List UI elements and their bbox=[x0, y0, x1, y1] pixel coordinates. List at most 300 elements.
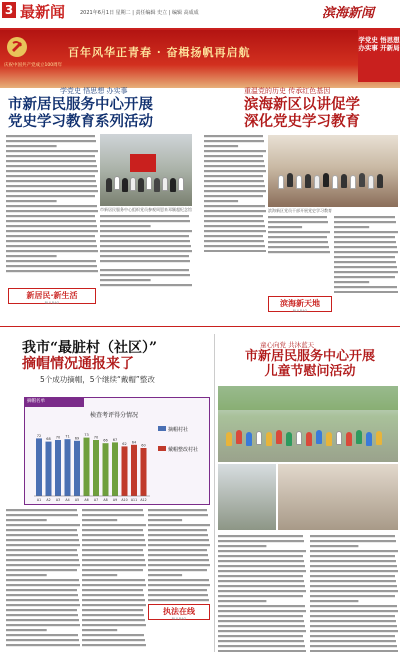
text-line bbox=[218, 620, 304, 622]
text-line bbox=[82, 509, 143, 511]
text-line bbox=[310, 650, 398, 652]
text-line bbox=[310, 545, 358, 547]
text-line bbox=[148, 564, 210, 566]
text-line bbox=[100, 274, 190, 276]
right-column-footer-title: 滨海新天地 bbox=[280, 299, 320, 308]
text-line bbox=[100, 220, 190, 222]
text-line bbox=[6, 599, 79, 601]
text-line bbox=[82, 579, 145, 581]
text-line bbox=[6, 624, 80, 626]
bar-A3 bbox=[55, 440, 61, 496]
text-line bbox=[204, 165, 265, 167]
text-line bbox=[268, 226, 302, 228]
text-line bbox=[6, 529, 77, 531]
bottom-left-article-subtitle: 5个成功摘帽，5个继续“戴帽”整改 bbox=[40, 375, 155, 384]
text-line bbox=[6, 569, 77, 571]
text-line bbox=[310, 645, 397, 647]
text-line bbox=[6, 150, 98, 152]
text-line bbox=[6, 205, 97, 207]
bottom-left-body-col1 bbox=[6, 508, 80, 648]
text-line bbox=[6, 165, 97, 167]
text-line bbox=[6, 235, 95, 237]
text-line bbox=[6, 190, 98, 192]
text-line bbox=[310, 620, 396, 622]
text-line bbox=[268, 216, 327, 218]
text-line bbox=[334, 226, 369, 228]
bar-value-label: 69 bbox=[74, 436, 80, 441]
bar-A8 bbox=[103, 443, 109, 496]
text-line bbox=[334, 231, 398, 233]
text-line bbox=[218, 610, 306, 612]
text-line bbox=[82, 594, 144, 596]
bar-value-label: 68 bbox=[46, 437, 51, 442]
bar-A5 bbox=[74, 441, 80, 496]
text-line bbox=[204, 155, 263, 157]
text-line bbox=[310, 640, 396, 642]
text-line bbox=[310, 550, 398, 552]
activity-photo-right bbox=[278, 464, 398, 530]
text-line bbox=[6, 175, 95, 177]
left-article-title-line2: 党史学习教育系列活动 bbox=[8, 113, 153, 130]
text-line bbox=[6, 155, 95, 157]
text-line bbox=[204, 170, 266, 172]
right-article-photo-caption: 滨海新区党员干部开展党史学习教育 bbox=[268, 208, 332, 213]
text-line bbox=[6, 220, 96, 222]
text-line bbox=[148, 554, 208, 556]
text-column-lines bbox=[268, 215, 330, 255]
text-line bbox=[204, 135, 263, 137]
text-line bbox=[6, 195, 95, 197]
text-line bbox=[100, 279, 151, 281]
bar-A4 bbox=[65, 439, 71, 496]
text-line bbox=[310, 540, 396, 542]
text-line bbox=[82, 599, 145, 601]
text-line bbox=[100, 269, 189, 271]
bottom-left-body-col2 bbox=[82, 508, 146, 648]
bar-category-label: A4 bbox=[65, 498, 70, 502]
text-line bbox=[6, 255, 57, 257]
text-line bbox=[148, 594, 208, 596]
text-line bbox=[310, 600, 358, 602]
text-line bbox=[6, 514, 78, 516]
text-line bbox=[100, 255, 189, 257]
right-article-kicker: 重温党的历史 传承红色基因 bbox=[244, 87, 331, 95]
left-column-footer-sub: RUI BAO bbox=[44, 301, 60, 305]
left-column-footer-title: 新居民·新生活 bbox=[26, 291, 78, 300]
bottom-left-title-line1: 我市“最脏村（社区）” bbox=[22, 340, 158, 356]
text-line bbox=[6, 579, 79, 581]
text-line bbox=[218, 540, 304, 542]
text-line bbox=[334, 241, 396, 243]
text-line bbox=[6, 519, 47, 521]
text-line bbox=[310, 595, 395, 597]
text-line bbox=[6, 524, 80, 526]
text-line bbox=[334, 221, 396, 223]
text-line bbox=[82, 539, 145, 541]
bar-category-label: A9 bbox=[112, 498, 118, 502]
text-line bbox=[82, 644, 146, 646]
bar-category-label: A8 bbox=[103, 498, 108, 502]
anniversary-banner bbox=[0, 30, 400, 88]
text-line bbox=[148, 579, 209, 581]
text-line bbox=[204, 145, 238, 147]
text-column-lines bbox=[148, 508, 210, 602]
party-emblem-icon bbox=[6, 36, 28, 58]
text-line bbox=[268, 246, 329, 248]
text-line bbox=[310, 590, 398, 592]
text-line bbox=[82, 609, 143, 611]
text-line bbox=[310, 565, 397, 567]
text-line bbox=[82, 519, 117, 521]
text-line bbox=[218, 595, 303, 597]
text-line bbox=[334, 286, 397, 288]
activity-photo-left bbox=[218, 464, 276, 530]
text-line bbox=[6, 170, 98, 172]
text-line bbox=[82, 629, 117, 631]
bar-chart bbox=[26, 418, 208, 504]
text-line bbox=[6, 584, 80, 586]
text-line bbox=[310, 615, 395, 617]
bar-value-label: 71 bbox=[65, 434, 70, 439]
text-line bbox=[6, 604, 80, 606]
text-line bbox=[334, 251, 398, 253]
text-line bbox=[148, 509, 207, 511]
right-article-title-line1: 滨海新区以讲促学 bbox=[244, 96, 360, 113]
text-line bbox=[6, 225, 97, 227]
bottom-right-kicker: 童心向党 共沐蓝天 bbox=[260, 341, 315, 349]
text-line bbox=[6, 140, 96, 142]
text-column-lines bbox=[218, 534, 306, 652]
right-article-title bbox=[207, 96, 397, 130]
text-line bbox=[6, 135, 95, 137]
side-theme-tag: 学党史 悟思想 办实事 开新局 bbox=[358, 30, 400, 82]
text-column-lines bbox=[82, 508, 146, 648]
text-line bbox=[204, 175, 263, 177]
bar-value-label: 60 bbox=[141, 443, 146, 448]
text-line bbox=[204, 205, 265, 207]
right-article-body-col3 bbox=[334, 215, 398, 255]
bar-A9 bbox=[112, 442, 118, 496]
text-line bbox=[82, 614, 144, 616]
text-line bbox=[218, 605, 305, 607]
text-line bbox=[218, 640, 304, 642]
text-line bbox=[6, 539, 79, 541]
text-line bbox=[148, 539, 209, 541]
text-line bbox=[82, 624, 146, 626]
text-line bbox=[82, 639, 145, 641]
banner-slogan: 百年风华正青春 · 奋楫扬帆再启航 bbox=[68, 46, 251, 59]
text-line bbox=[6, 265, 97, 267]
text-line bbox=[100, 240, 190, 242]
text-line bbox=[6, 619, 79, 621]
bar-category-label: A10 bbox=[121, 498, 128, 502]
text-line bbox=[6, 245, 97, 247]
text-line bbox=[100, 284, 192, 286]
bar-A1 bbox=[36, 438, 42, 496]
text-line bbox=[82, 564, 146, 566]
text-line bbox=[218, 630, 306, 632]
left-article-title bbox=[8, 96, 194, 130]
text-line bbox=[204, 150, 266, 152]
text-line bbox=[204, 230, 266, 232]
bar-category-label: A11 bbox=[130, 498, 138, 502]
bar-A6 bbox=[84, 438, 90, 496]
text-line bbox=[82, 589, 143, 591]
text-column-lines bbox=[6, 508, 80, 648]
text-line bbox=[334, 266, 397, 268]
text-line bbox=[6, 549, 77, 551]
text-line bbox=[268, 231, 330, 233]
text-line bbox=[204, 140, 264, 142]
text-line bbox=[6, 250, 98, 252]
text-line bbox=[6, 629, 47, 631]
text-line bbox=[148, 549, 207, 551]
bar-value-label: 70 bbox=[55, 435, 61, 440]
text-line bbox=[204, 250, 266, 252]
text-line bbox=[148, 519, 182, 521]
text-line bbox=[82, 549, 143, 551]
text-line bbox=[204, 180, 264, 182]
section-divider bbox=[0, 326, 400, 327]
text-line bbox=[204, 220, 264, 222]
chart-title: 検査考评得分情况 bbox=[89, 412, 138, 419]
text-line bbox=[218, 555, 303, 557]
chart-header: 摘帽名单 bbox=[24, 397, 84, 407]
text-line bbox=[148, 569, 207, 571]
text-line bbox=[6, 609, 77, 611]
text-column-lines bbox=[334, 215, 398, 293]
bar-value-label: 62 bbox=[122, 441, 127, 446]
text-line bbox=[6, 200, 57, 202]
children-group-photo bbox=[218, 386, 398, 462]
bottom-footer-title: 执法在线 bbox=[163, 607, 195, 616]
trees bbox=[218, 386, 398, 410]
right-article-photo bbox=[268, 135, 398, 207]
text-line bbox=[82, 534, 144, 536]
text-line bbox=[268, 241, 328, 243]
text-line bbox=[100, 245, 191, 247]
text-line bbox=[334, 256, 395, 258]
text-line bbox=[148, 514, 208, 516]
text-line bbox=[218, 565, 305, 567]
text-line bbox=[218, 550, 306, 552]
text-line bbox=[218, 545, 266, 547]
text-line bbox=[204, 215, 263, 217]
text-line bbox=[334, 246, 397, 248]
text-line bbox=[218, 645, 305, 647]
text-line bbox=[148, 534, 208, 536]
column-divider bbox=[214, 334, 215, 652]
text-line bbox=[310, 580, 396, 582]
left-article-title-line1: 市新居民服务中心开展 bbox=[8, 96, 153, 113]
text-line bbox=[204, 190, 266, 192]
bottom-right-title-line2: 儿童节慰问活动 bbox=[264, 364, 356, 379]
bar-value-label: 70 bbox=[93, 435, 99, 440]
text-line bbox=[6, 180, 96, 182]
text-line bbox=[268, 221, 328, 223]
legend-label-1: 摘帽村社 bbox=[168, 427, 189, 433]
text-line bbox=[218, 615, 303, 617]
text-column-lines bbox=[310, 534, 398, 652]
text-line bbox=[218, 580, 304, 582]
bottom-right-body-col2 bbox=[310, 534, 398, 652]
right-column-footer-sub: RUI BAO bbox=[292, 309, 308, 313]
legend-label-2: 戴帽整改村社 bbox=[168, 447, 199, 453]
bar-category-label: A2 bbox=[46, 498, 51, 502]
bottom-left-body-col3 bbox=[148, 508, 210, 602]
text-line bbox=[6, 644, 80, 646]
text-line bbox=[204, 210, 266, 212]
text-line bbox=[218, 570, 306, 572]
text-line bbox=[6, 230, 98, 232]
bar-category-label: A6 bbox=[84, 498, 89, 502]
text-line bbox=[218, 585, 305, 587]
text-line bbox=[82, 554, 144, 556]
bottom-right-title-line1: 市新居民服务中心开展 bbox=[244, 349, 375, 364]
text-line bbox=[82, 529, 143, 531]
left-article-body-col2 bbox=[100, 214, 192, 266]
left-article-kicker: 学党史 悟思想 办实事 bbox=[60, 87, 128, 95]
text-line bbox=[6, 509, 77, 511]
group-of-children bbox=[226, 422, 390, 458]
right-article-body-col1 bbox=[204, 134, 266, 252]
newspaper-logo: 滨海新闻 bbox=[322, 6, 375, 21]
text-line bbox=[334, 236, 395, 238]
legend-swatch-2 bbox=[158, 446, 166, 451]
text-line bbox=[204, 235, 263, 237]
text-line bbox=[310, 570, 398, 572]
text-line bbox=[218, 575, 303, 577]
text-line bbox=[6, 564, 80, 566]
text-line bbox=[310, 605, 397, 607]
text-line bbox=[310, 610, 398, 612]
text-line bbox=[6, 574, 47, 576]
right-article-body-col2 bbox=[268, 215, 330, 255]
text-line bbox=[148, 524, 210, 526]
text-line bbox=[334, 261, 396, 263]
text-line bbox=[204, 240, 264, 242]
bar-value-label: 67 bbox=[112, 437, 118, 442]
text-line bbox=[218, 625, 305, 627]
text-line bbox=[204, 185, 265, 187]
text-line bbox=[6, 160, 96, 162]
masthead bbox=[0, 0, 400, 30]
text-line bbox=[100, 215, 189, 217]
text-line bbox=[82, 514, 144, 516]
right-article-title-line2: 深化党史学习教育 bbox=[244, 113, 360, 130]
text-line bbox=[148, 529, 207, 531]
text-line bbox=[204, 245, 265, 247]
text-line bbox=[310, 555, 395, 557]
left-article-body-col3 bbox=[100, 268, 192, 318]
bar-category-label: A5 bbox=[74, 498, 80, 502]
text-line bbox=[148, 559, 209, 561]
text-line bbox=[204, 200, 238, 202]
text-line bbox=[334, 216, 395, 218]
text-line bbox=[310, 560, 396, 562]
text-line bbox=[148, 599, 209, 601]
text-line bbox=[6, 554, 78, 556]
banner-subtitle: 庆祝中国共产党成立100周年 bbox=[4, 63, 63, 68]
bar-A7 bbox=[93, 440, 99, 496]
text-line bbox=[6, 270, 98, 272]
text-line bbox=[334, 271, 398, 273]
text-line bbox=[204, 160, 264, 162]
text-line bbox=[148, 584, 210, 586]
bar-category-label: A7 bbox=[93, 498, 99, 502]
left-article-body-col1 bbox=[6, 134, 98, 274]
bar-value-label: 64 bbox=[131, 440, 137, 445]
bar-A10 bbox=[122, 446, 128, 496]
text-line bbox=[6, 240, 96, 242]
left-article-photo bbox=[100, 134, 192, 206]
text-line bbox=[6, 634, 78, 636]
text-line bbox=[218, 560, 304, 562]
text-line bbox=[6, 614, 78, 616]
text-line bbox=[100, 235, 189, 237]
bar-value-label: 73 bbox=[84, 433, 89, 438]
text-line bbox=[6, 594, 78, 596]
bar-A2 bbox=[46, 442, 52, 496]
text-line bbox=[334, 281, 369, 283]
text-line bbox=[6, 589, 77, 591]
text-line bbox=[334, 276, 395, 278]
text-line bbox=[100, 250, 192, 252]
text-line bbox=[310, 625, 397, 627]
bottom-right-article-title bbox=[222, 349, 398, 379]
bar-value-label: 72 bbox=[36, 433, 42, 438]
legend-swatch-1 bbox=[158, 426, 166, 431]
text-line bbox=[148, 589, 207, 591]
text-line bbox=[310, 575, 395, 577]
text-line bbox=[268, 251, 330, 253]
text-line bbox=[6, 145, 57, 147]
text-line bbox=[82, 574, 117, 576]
text-column-lines bbox=[6, 134, 98, 274]
text-line bbox=[82, 604, 146, 606]
text-column-lines bbox=[100, 214, 192, 266]
text-line bbox=[100, 225, 151, 227]
text-line bbox=[148, 574, 182, 576]
text-line bbox=[100, 230, 192, 232]
left-article-photo-caption: 市新居民服务中心组织党员参观周恩来邓颖超纪念馆 bbox=[100, 207, 192, 212]
text-line bbox=[100, 260, 190, 262]
text-line bbox=[218, 600, 266, 602]
text-line bbox=[334, 291, 398, 293]
bar-category-label: A12 bbox=[140, 498, 147, 502]
text-line bbox=[310, 630, 398, 632]
page-number: 3 bbox=[2, 2, 16, 18]
text-line bbox=[82, 619, 145, 621]
text-line bbox=[6, 559, 79, 561]
text-line bbox=[6, 639, 79, 641]
text-line bbox=[218, 535, 303, 537]
bottom-left-article-title bbox=[22, 340, 210, 372]
text-line bbox=[6, 210, 98, 212]
text-line bbox=[310, 585, 397, 587]
bar-category-label: A1 bbox=[36, 498, 42, 502]
text-line bbox=[148, 544, 210, 546]
text-line bbox=[82, 584, 146, 586]
text-line bbox=[82, 544, 146, 546]
issue-info: 2021年6月1日 星期二 | 责任编辑 史立 | 编辑 高成成 bbox=[80, 10, 199, 16]
text-line bbox=[218, 590, 306, 592]
text-line bbox=[310, 635, 395, 637]
text-line bbox=[218, 650, 306, 652]
group-of-people bbox=[106, 170, 190, 200]
bottom-right-body-col1 bbox=[218, 534, 306, 652]
bar-value-label: 66 bbox=[103, 438, 108, 443]
